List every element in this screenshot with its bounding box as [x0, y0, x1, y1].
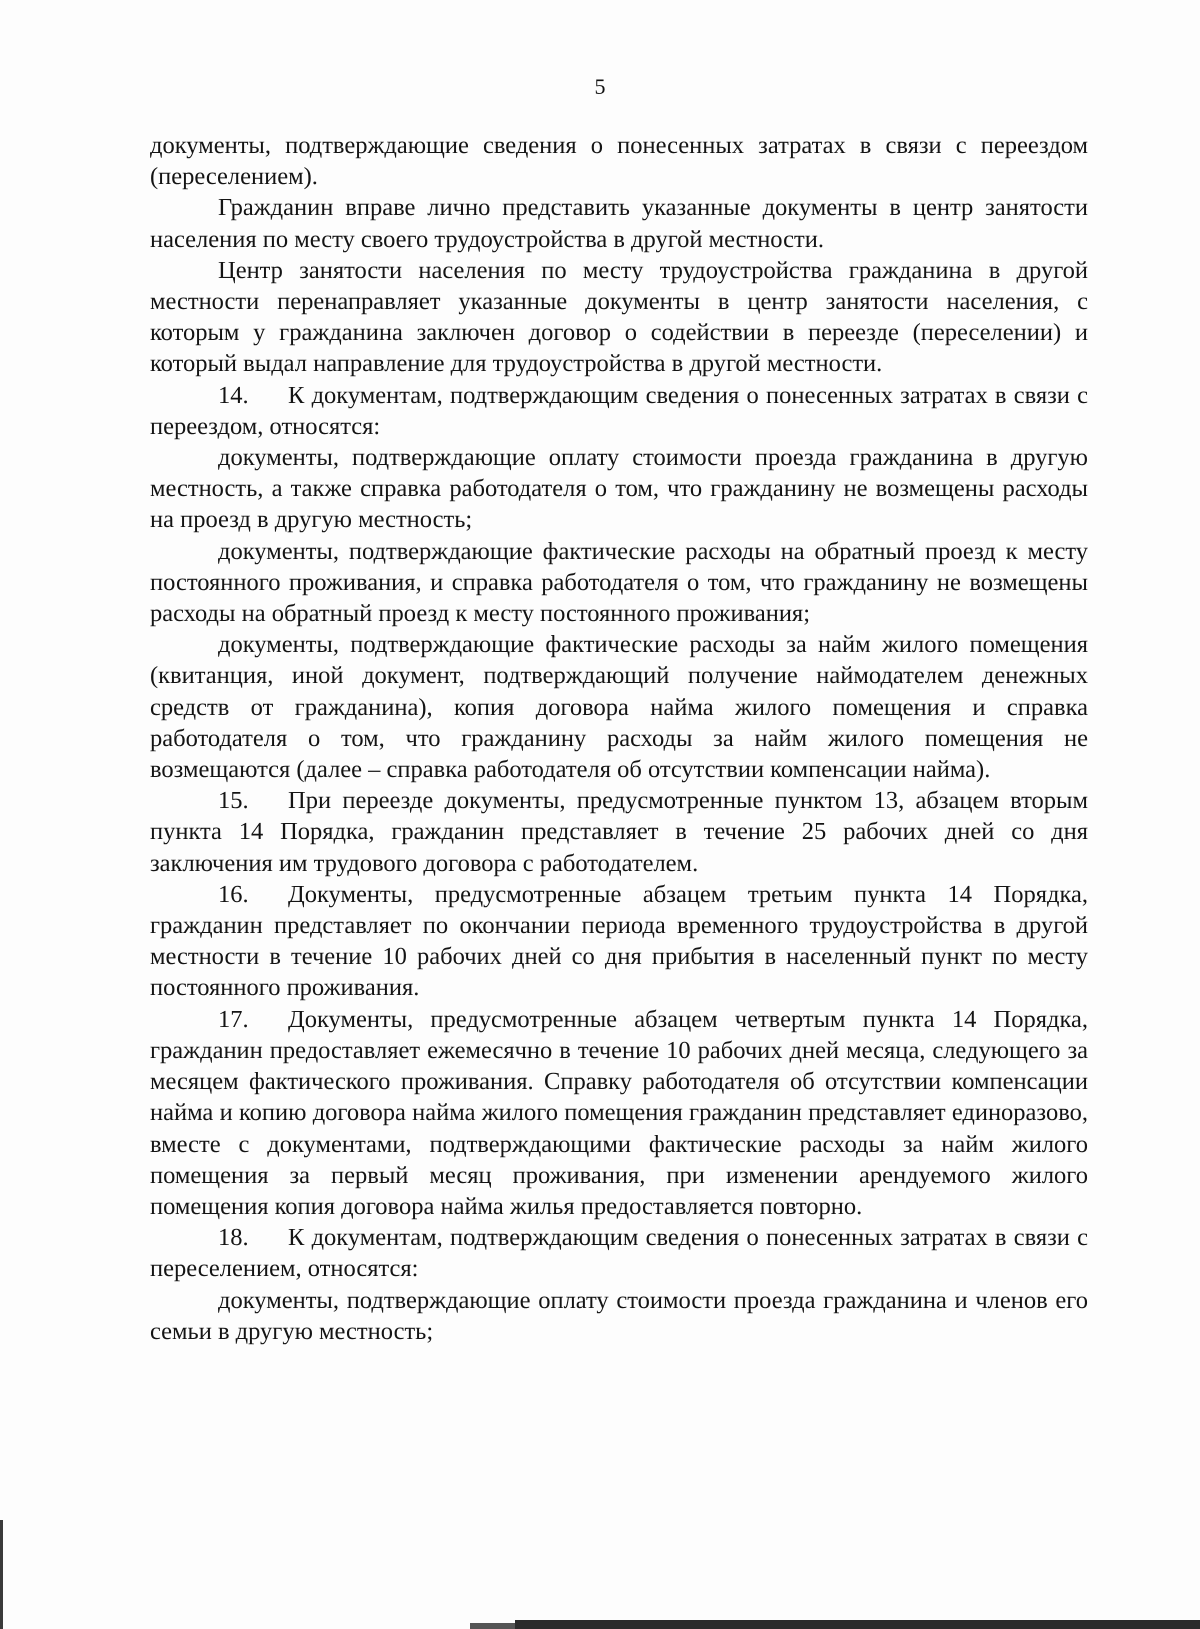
paragraph-text: документы, подтверждающие сведения о понесенных затратах в связи с переездом (переселением).: [150, 132, 1088, 191]
item-number: 14.: [218, 381, 249, 409]
scan-bottom-edge: [515, 1620, 1200, 1629]
paragraph-text: Центр занятости населения по месту трудоустройства гражданина в другой местности перенаправляет указанные документы в центр занятости населения, с которым у гражданина заключен договор о содействии в переезде (переселении) и который выдал направление для трудоустройства в другой местности.: [150, 256, 1088, 378]
paragraph: [150, 192, 1088, 254]
paragraph-item-18: [150, 1222, 1088, 1284]
document-body: [150, 130, 1088, 1347]
paragraph-text: документы, подтверждающие оплату стоимости проезда гражданина и членов его семьи в другую местность;: [150, 1286, 1088, 1345]
paragraph: [150, 130, 1088, 192]
paragraph-item-14: [150, 380, 1088, 442]
item-number: 17.: [218, 1005, 249, 1033]
paragraph-text: документы, подтверждающие оплату стоимости проезда гражданина в другую местность, а также справка работодателя о том, что гражданину не возмещены расходы на проезд в другую местность;: [150, 444, 1088, 534]
scan-edge-shadow: [0, 1520, 3, 1629]
paragraph: [150, 1285, 1088, 1347]
paragraph: [150, 629, 1088, 785]
item-number: 15.: [218, 787, 249, 815]
paragraph: [150, 255, 1088, 380]
paragraph-text: К документам, подтверждающим сведения о понесенных затратах в связи с переселением, относятся:: [150, 1224, 1088, 1283]
paragraph-text: К документам, подтверждающим сведения о понесенных затратах в связи с переездом, относятся:: [150, 381, 1088, 440]
paragraph: [150, 442, 1088, 536]
item-number: 16.: [218, 880, 249, 908]
paragraph-text: Документы, предусмотренные абзацем четвертым пункта 14 Порядка, гражданин предоставляет ежемесячно в течение 10 рабочих дней месяца, следующего за месяцем фактического проживания. Справку работодателя об отсутствии компенсации найма и копию договора найма жилого помещения гражданин представляет единоразово, вместе с документами, подтверждающими фактические расходы за найм жилого помещения за первый месяц проживания, при изменении арендуемого жилого помещения копия договора найма жилья предоставляется повторно.: [150, 1005, 1088, 1220]
paragraph-item-15: [150, 785, 1088, 879]
paragraph-text: документы, подтверждающие фактические расходы на обратный проезд к месту постоянного проживания, и справка работодателя о том, что гражданину не возмещены расходы на обратный проезд к месту постоянного проживания;: [150, 537, 1088, 628]
paragraph: [150, 536, 1088, 630]
paragraph-text: Документы, предусмотренные абзацем третьим пункта 14 Порядка, гражданин представляет по окончании периода временного трудоустройства в другой местности в течение 10 рабочих дней со дня прибытия в населенный пункт по месту постоянного проживания.: [150, 880, 1088, 1002]
paragraph-text: Гражданин вправе лично представить указанные документы в центр занятости населения по месту своего трудоустройства в другой местности.: [150, 194, 1088, 253]
paragraph-item-17: [150, 1004, 1088, 1222]
paragraph-text: документы, подтверждающие фактические расходы за найм жилого помещения (квитанция, иной документ, подтверждающий получение наймодателем денежных средств от гражданина), копия договора найма жилого помещения и справка работодателя о том, что гражданину расходы за найм жилого помещения не возмещаются (далее – справка работодателя об отсутствии компенсации найма).: [150, 631, 1088, 784]
paragraph-text: При переезде документы, предусмотренные пунктом 13, абзацем вторым пункта 14 Порядка, гражданин представляет в течение 25 рабочих дней со дня заключения им трудового договора с работодателем.: [150, 787, 1088, 877]
item-number: 18.: [218, 1224, 249, 1252]
page-number: 5: [594, 74, 606, 99]
scan-bottom-edge: [470, 1623, 520, 1629]
paragraph-item-16: [150, 879, 1088, 1004]
